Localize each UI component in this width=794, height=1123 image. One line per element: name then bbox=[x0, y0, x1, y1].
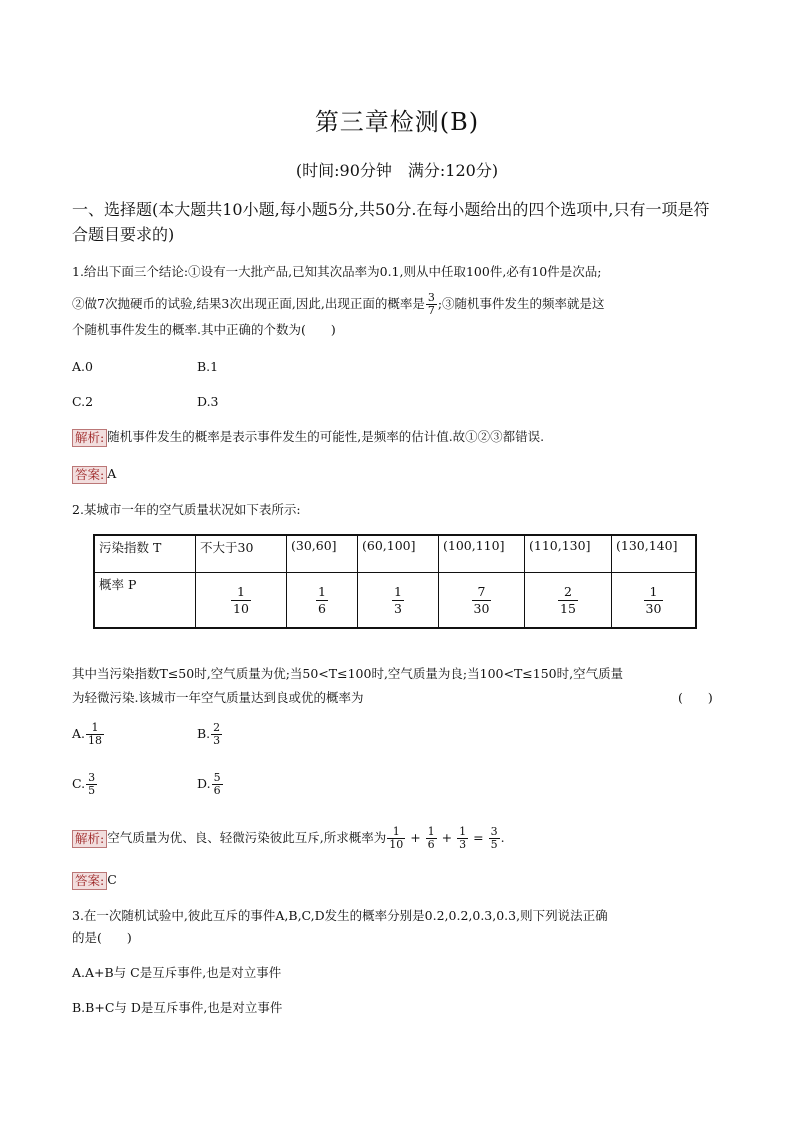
q3-option-a[interactable]: A.A+B与 C是互斥事件,也是对立事件 bbox=[72, 965, 282, 980]
equals-sign: = bbox=[473, 830, 484, 845]
frac-num: 1 bbox=[86, 722, 104, 735]
air-quality-table bbox=[93, 534, 697, 629]
table-cell: (100,110] bbox=[439, 535, 525, 573]
q1-analysis-text: 随机事件发生的概率是表示事件发生的可能性,是频率的估计值.故①②③都错误. bbox=[107, 429, 545, 444]
q2-analysis bbox=[72, 826, 505, 851]
q3-line1: 3.在一次随机试验中,彼此互斥的事件A,B,C,D发生的概率分别是0.2,0.2,0.3,0.3,则下列说法正确 bbox=[72, 908, 608, 923]
q1-line2 bbox=[72, 292, 605, 317]
q1-option-c[interactable]: C.2 bbox=[72, 394, 94, 409]
frac-den: 7 bbox=[427, 304, 435, 317]
q1-fraction bbox=[426, 292, 437, 317]
period: . bbox=[500, 830, 505, 845]
table-cell: (60,100] bbox=[358, 535, 439, 573]
q1-line3: 个随机事件发生的概率.其中正确的个数为( ) bbox=[72, 322, 336, 337]
frac-num: 5 bbox=[213, 771, 221, 784]
prob-fraction bbox=[392, 584, 404, 617]
option-fraction bbox=[86, 772, 97, 797]
q2-analysis-text: 空气质量为优、良、轻微污染彼此互斥,所求概率为 bbox=[107, 830, 387, 845]
exam-info: (时间:90分钟 满分:120分) bbox=[295, 161, 499, 180]
q1-option-b[interactable]: B.1 bbox=[197, 359, 219, 374]
q2-option-c[interactable] bbox=[72, 772, 98, 797]
q3-line2: 的是( ) bbox=[72, 930, 132, 945]
frac-num: 1 bbox=[459, 825, 467, 838]
q3-option-b[interactable]: B.B+C与 D是互斥事件,也是对立事件 bbox=[72, 1000, 283, 1015]
frac-den: 6 bbox=[213, 784, 221, 797]
answer-tag: 答案: bbox=[72, 466, 107, 484]
frac-den: 6 bbox=[427, 838, 435, 851]
table-cell: 不大于30 bbox=[196, 535, 287, 573]
analysis-tag: 解析: bbox=[72, 830, 107, 848]
prob-fraction bbox=[316, 584, 328, 617]
table-cell bbox=[287, 573, 358, 629]
analysis-fraction bbox=[426, 826, 437, 851]
frac-num: 1 bbox=[644, 584, 664, 601]
frac-num: 1 bbox=[394, 583, 402, 599]
frac-num: 3 bbox=[427, 291, 435, 304]
frac-den: 30 bbox=[645, 600, 662, 616]
frac-den: 30 bbox=[473, 600, 490, 616]
q1-analysis bbox=[72, 427, 544, 447]
frac-num: 2 bbox=[558, 584, 578, 601]
prob-fraction bbox=[558, 584, 578, 617]
frac-num: 3 bbox=[490, 825, 498, 838]
q2-option-b[interactable] bbox=[197, 722, 223, 747]
table-cell bbox=[439, 573, 525, 629]
option-label: C. bbox=[72, 776, 86, 791]
frac-num: 3 bbox=[88, 771, 96, 784]
frac-den: 18 bbox=[88, 734, 103, 747]
option-fraction bbox=[86, 722, 104, 747]
table-cell: (110,130] bbox=[525, 535, 612, 573]
q1-option-d[interactable]: D.3 bbox=[197, 394, 219, 409]
analysis-fraction bbox=[489, 826, 500, 851]
q1-line1: 1.给出下面三个结论:①设有一大批产品,已知其次品率为0.1,则从中任取100件,必有10件是次品; bbox=[72, 264, 602, 279]
frac-den: 6 bbox=[318, 600, 326, 616]
option-label: D. bbox=[197, 776, 211, 791]
option-label: A. bbox=[72, 726, 86, 741]
frac-den: 10 bbox=[233, 600, 249, 616]
frac-den: 15 bbox=[560, 600, 576, 616]
frac-num: 1 bbox=[387, 826, 405, 839]
frac-den: 5 bbox=[490, 838, 498, 851]
prob-fraction bbox=[472, 584, 492, 617]
table-header-row bbox=[94, 535, 696, 573]
frac-den: 3 bbox=[394, 600, 402, 616]
frac-num: 2 bbox=[213, 721, 221, 734]
q2-answer-value: C bbox=[107, 872, 117, 887]
answer-tag: 答案: bbox=[72, 872, 107, 890]
plus-sign: + bbox=[410, 830, 421, 845]
option-fraction bbox=[212, 772, 223, 797]
q1-line2b: ;③随机事件发生的频率就是这 bbox=[437, 296, 605, 311]
q2-stem: 2.某城市一年的空气质量状况如下表所示: bbox=[72, 502, 301, 517]
table-prob-row bbox=[94, 573, 696, 629]
q2-option-a[interactable] bbox=[72, 722, 105, 747]
q2-answer bbox=[72, 870, 117, 890]
table-cell: (130,140] bbox=[612, 535, 697, 573]
analysis-tag: 解析: bbox=[72, 429, 107, 447]
frac-num: 7 bbox=[472, 584, 492, 601]
frac-num: 1 bbox=[231, 584, 251, 601]
frac-den: 3 bbox=[459, 838, 467, 851]
table-cell bbox=[612, 573, 697, 629]
plus-sign: + bbox=[441, 830, 453, 845]
table-cell: 污染指数 T bbox=[94, 535, 196, 573]
table-cell: 概率 P bbox=[94, 573, 196, 629]
page-title: 第三章检测(B) bbox=[314, 108, 480, 136]
q1-answer bbox=[72, 464, 116, 484]
prob-fraction bbox=[644, 584, 664, 617]
q1-line2a: ②做7次抛硬币的试验,结果3次出现正面,因此,出现正面的概率是 bbox=[72, 296, 425, 311]
analysis-fraction bbox=[387, 826, 405, 851]
q1-option-a[interactable]: A.0 bbox=[72, 359, 93, 374]
table-cell bbox=[196, 573, 287, 629]
table-cell bbox=[358, 573, 439, 629]
frac-den: 5 bbox=[88, 784, 96, 797]
frac-num: 1 bbox=[427, 825, 435, 838]
q2-text2: 为轻微污染.该城市一年空气质量达到良或优的概率为 bbox=[72, 690, 364, 705]
frac-num: 1 bbox=[318, 583, 326, 599]
table-cell: (30,60] bbox=[287, 535, 358, 573]
section-heading: 一、选择题(本大题共10小题,每小题5分,共50分.在每小题给出的四个选项中,只有一项是符合题目要求的) bbox=[72, 200, 710, 244]
q2-option-d[interactable] bbox=[197, 772, 224, 797]
q2-text1: 其中当污染指数T≤50时,空气质量为优;当50<T≤100时,空气质量为良;当100<T≤150时,空气质量 bbox=[72, 666, 624, 681]
option-fraction bbox=[211, 722, 222, 747]
frac-den: 3 bbox=[213, 734, 221, 747]
analysis-fraction bbox=[457, 826, 468, 851]
option-label: B. bbox=[197, 726, 211, 741]
frac-den: 10 bbox=[389, 838, 404, 851]
table-cell bbox=[525, 573, 612, 629]
q1-answer-value: A bbox=[107, 466, 117, 481]
q2-paren: ( ) bbox=[678, 690, 713, 705]
prob-fraction bbox=[231, 584, 251, 617]
